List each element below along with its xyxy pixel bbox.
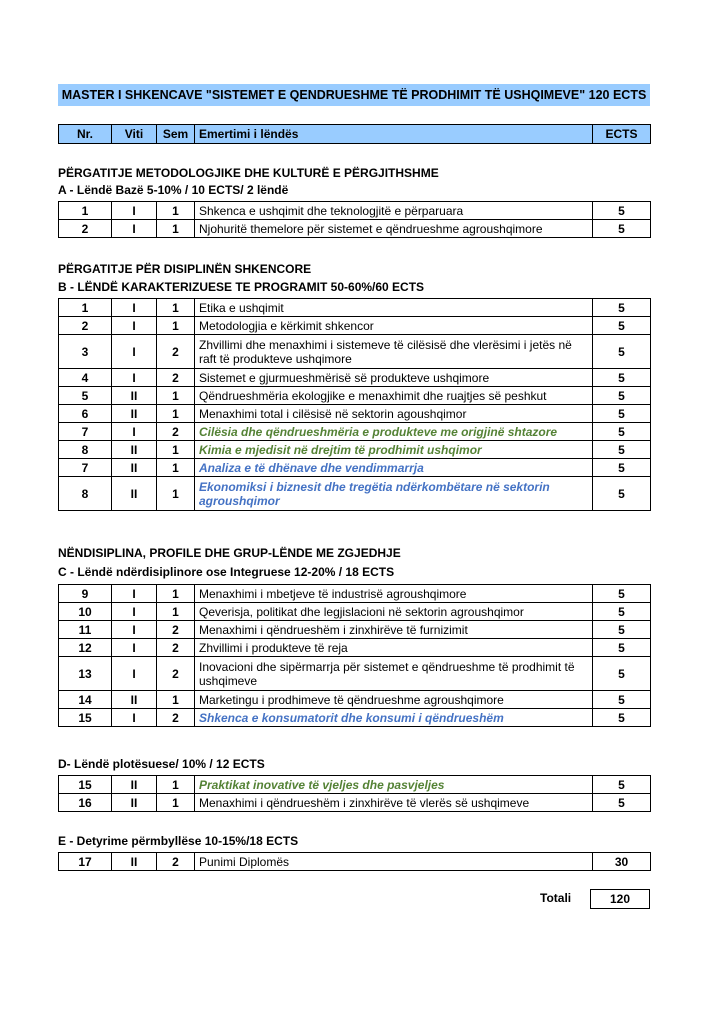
course-name: Shkenca e ushqimit dhe teknologjitë e përparuara [195,202,593,220]
course-year: II [112,405,157,423]
course-nr: 13 [59,657,112,691]
course-nr: 12 [59,639,112,657]
course-row [59,709,651,727]
course-row [59,387,651,405]
course-ects: 5 [593,585,651,603]
course-nr: 3 [59,335,112,369]
course-ects: 5 [593,776,651,794]
course-ects: 30 [593,853,651,871]
course-year: I [112,639,157,657]
course-year: II [112,691,157,709]
course-row [59,621,651,639]
program-title: MASTER I SHKENCAVE "SISTEMET E QENDRUESHME TË PRODHIMIT TË USHQIMEVE" 120 ECTS [58,84,650,106]
section-d-table [58,775,651,812]
course-row [59,639,651,657]
course-year: II [112,794,157,812]
course-name: Cilësia dhe qëndrueshmëria e produkteve me origjinë shtazore [195,423,593,441]
section-b-subheading: B - LËNDË KARAKTERIZUESE TE PROGRAMIT 50-60%/60 ECTS [58,280,425,294]
course-name: Qëndrueshmëria ekologjike e menaxhimit dhe ruajtjes së peshkut [195,387,593,405]
course-nr: 6 [59,405,112,423]
header-sem: Sem [157,125,195,144]
course-semester: 2 [157,639,195,657]
course-semester: 1 [157,299,195,317]
course-ects: 5 [593,657,651,691]
course-nr: 4 [59,369,112,387]
course-year: I [112,603,157,621]
course-semester: 2 [157,369,195,387]
course-semester: 1 [157,220,195,238]
course-year: II [112,853,157,871]
course-row [59,657,651,691]
section-a-table [58,201,651,238]
course-row [59,585,651,603]
header-ects: ECTS [593,125,651,144]
course-name: Ekonomiksi i biznesit dhe tregëtia ndërkombëtare në sektorin agroushqimor [195,477,593,511]
course-year: I [112,657,157,691]
course-name: Inovacioni dhe sipërmarrja për sistemet e qëndrueshme të prodhimit të ushqimeve [195,657,593,691]
course-row [59,335,651,369]
course-ects: 5 [593,603,651,621]
header-name: Emertimi i lëndës [195,125,593,144]
course-nr: 7 [59,459,112,477]
course-row [59,776,651,794]
course-year: I [112,423,157,441]
course-semester: 1 [157,317,195,335]
course-nr: 2 [59,220,112,238]
course-year: I [112,299,157,317]
course-year: II [112,441,157,459]
course-row [59,317,651,335]
course-row [59,853,651,871]
course-name: Shkenca e konsumatorit dhe konsumi i qëndrueshëm [195,709,593,727]
course-semester: 1 [157,603,195,621]
course-nr: 2 [59,317,112,335]
header-viti: Viti [112,125,157,144]
course-year: I [112,317,157,335]
course-name: Sistemet e gjurmueshmërisë së produkteve ushqimore [195,369,593,387]
course-row [59,423,651,441]
section-b-heading: PËRGATITJE PËR DISIPLINËN SHKENCORE [58,262,312,276]
course-semester: 1 [157,387,195,405]
course-name: Menaxhimi total i cilësisë në sektorin agoushqimor [195,405,593,423]
course-nr: 8 [59,441,112,459]
course-semester: 2 [157,423,195,441]
course-semester: 1 [157,459,195,477]
course-year: II [112,776,157,794]
section-b-table [58,298,651,511]
course-nr: 14 [59,691,112,709]
course-ects: 5 [593,691,651,709]
course-semester: 1 [157,477,195,511]
column-header-row [59,125,651,144]
course-semester: 2 [157,657,195,691]
course-year: I [112,585,157,603]
section-e-table [58,852,651,871]
total-label: Totali [540,891,572,905]
course-semester: 2 [157,853,195,871]
course-row [59,220,651,238]
section-d-subheading: D- Lëndë plotësuese/ 10% / 12 ECTS [58,757,265,771]
course-semester: 1 [157,585,195,603]
course-semester: 1 [157,691,195,709]
course-ects: 5 [593,220,651,238]
header-nr: Nr. [59,125,112,144]
course-nr: 9 [59,585,112,603]
course-ects: 5 [593,335,651,369]
course-ects: 5 [593,459,651,477]
course-semester: 1 [157,441,195,459]
course-name: Qeverisja, politikat dhe legjislacioni në sektorin agroushqimor [195,603,593,621]
course-row [59,477,651,511]
course-ects: 5 [593,299,651,317]
course-row [59,459,651,477]
course-semester: 2 [157,621,195,639]
course-semester: 1 [157,776,195,794]
course-row [59,405,651,423]
course-name: Kimia e mjedisit në drejtim të prodhimit ushqimor [195,441,593,459]
course-name: Metodologjia e kërkimit shkencor [195,317,593,335]
course-ects: 5 [593,369,651,387]
section-c-subheading: C - Lëndë ndërdisiplinore ose Integruese 12-20% / 18 ECTS [58,565,395,579]
course-row [59,202,651,220]
total-value: 120 [590,889,650,909]
course-ects: 5 [593,317,651,335]
course-name: Zhvillimi i produkteve të reja [195,639,593,657]
course-name: Etika e ushqimit [195,299,593,317]
course-year: II [112,477,157,511]
course-ects: 5 [593,387,651,405]
course-year: I [112,621,157,639]
course-row [59,299,651,317]
course-row [59,794,651,812]
course-nr: 8 [59,477,112,511]
course-row [59,369,651,387]
course-name: Zhvillimi dhe menaxhimi i sistemeve të cilësisë dhe vlerësimi i jetës në raft të produkteve ushqimore [195,335,593,369]
course-semester: 2 [157,335,195,369]
course-ects: 5 [593,441,651,459]
section-c-heading: NËNDISIPLINA, PROFILE DHE GRUP-LËNDE ME ZGJEDHJE [58,546,401,560]
course-ects: 5 [593,621,651,639]
course-name: Praktikat inovative të vjeljes dhe pasvjeljes [195,776,593,794]
course-nr: 15 [59,776,112,794]
course-semester: 1 [157,202,195,220]
section-e-subheading: E - Detyrime përmbyllëse 10-15%/18 ECTS [58,834,299,848]
course-year: I [112,202,157,220]
course-year: II [112,387,157,405]
course-ects: 5 [593,794,651,812]
course-name: Menaxhimi i qëndrueshëm i zinxhirëve të vlerës së ushqimeve [195,794,593,812]
course-name: Analiza e të dhënave dhe vendimmarrja [195,459,593,477]
course-year: I [112,369,157,387]
course-ects: 5 [593,477,651,511]
course-nr: 17 [59,853,112,871]
course-nr: 1 [59,202,112,220]
column-header-table [58,124,651,144]
section-a-subheading: A - Lëndë Bazë 5-10% / 10 ECTS/ 2 lëndë [58,183,289,197]
course-row [59,691,651,709]
course-nr: 1 [59,299,112,317]
course-row [59,603,651,621]
course-nr: 16 [59,794,112,812]
course-ects: 5 [593,423,651,441]
course-year: I [112,220,157,238]
section-c-table [58,584,651,727]
section-a-heading: PËRGATITJE METODOLOGJIKE DHE KULTURË E PËRGJITHSHME [58,166,439,180]
course-name: Menaxhimi i qëndrueshëm i zinxhirëve të furnizimit [195,621,593,639]
course-year: I [112,335,157,369]
course-ects: 5 [593,639,651,657]
course-nr: 11 [59,621,112,639]
course-name: Punimi Diplomës [195,853,593,871]
course-ects: 5 [593,709,651,727]
course-name: Njohuritë themelore për sistemet e qëndrueshme agroushqimore [195,220,593,238]
course-semester: 1 [157,405,195,423]
course-nr: 15 [59,709,112,727]
course-semester: 1 [157,794,195,812]
course-semester: 2 [157,709,195,727]
course-ects: 5 [593,202,651,220]
course-year: II [112,459,157,477]
course-nr: 7 [59,423,112,441]
course-nr: 10 [59,603,112,621]
course-name: Marketingu i prodhimeve të qëndrueshme agroushqimore [195,691,593,709]
course-name: Menaxhimi i mbetjeve të industrisë agroushqimore [195,585,593,603]
course-row [59,441,651,459]
course-ects: 5 [593,405,651,423]
course-nr: 5 [59,387,112,405]
course-year: I [112,709,157,727]
